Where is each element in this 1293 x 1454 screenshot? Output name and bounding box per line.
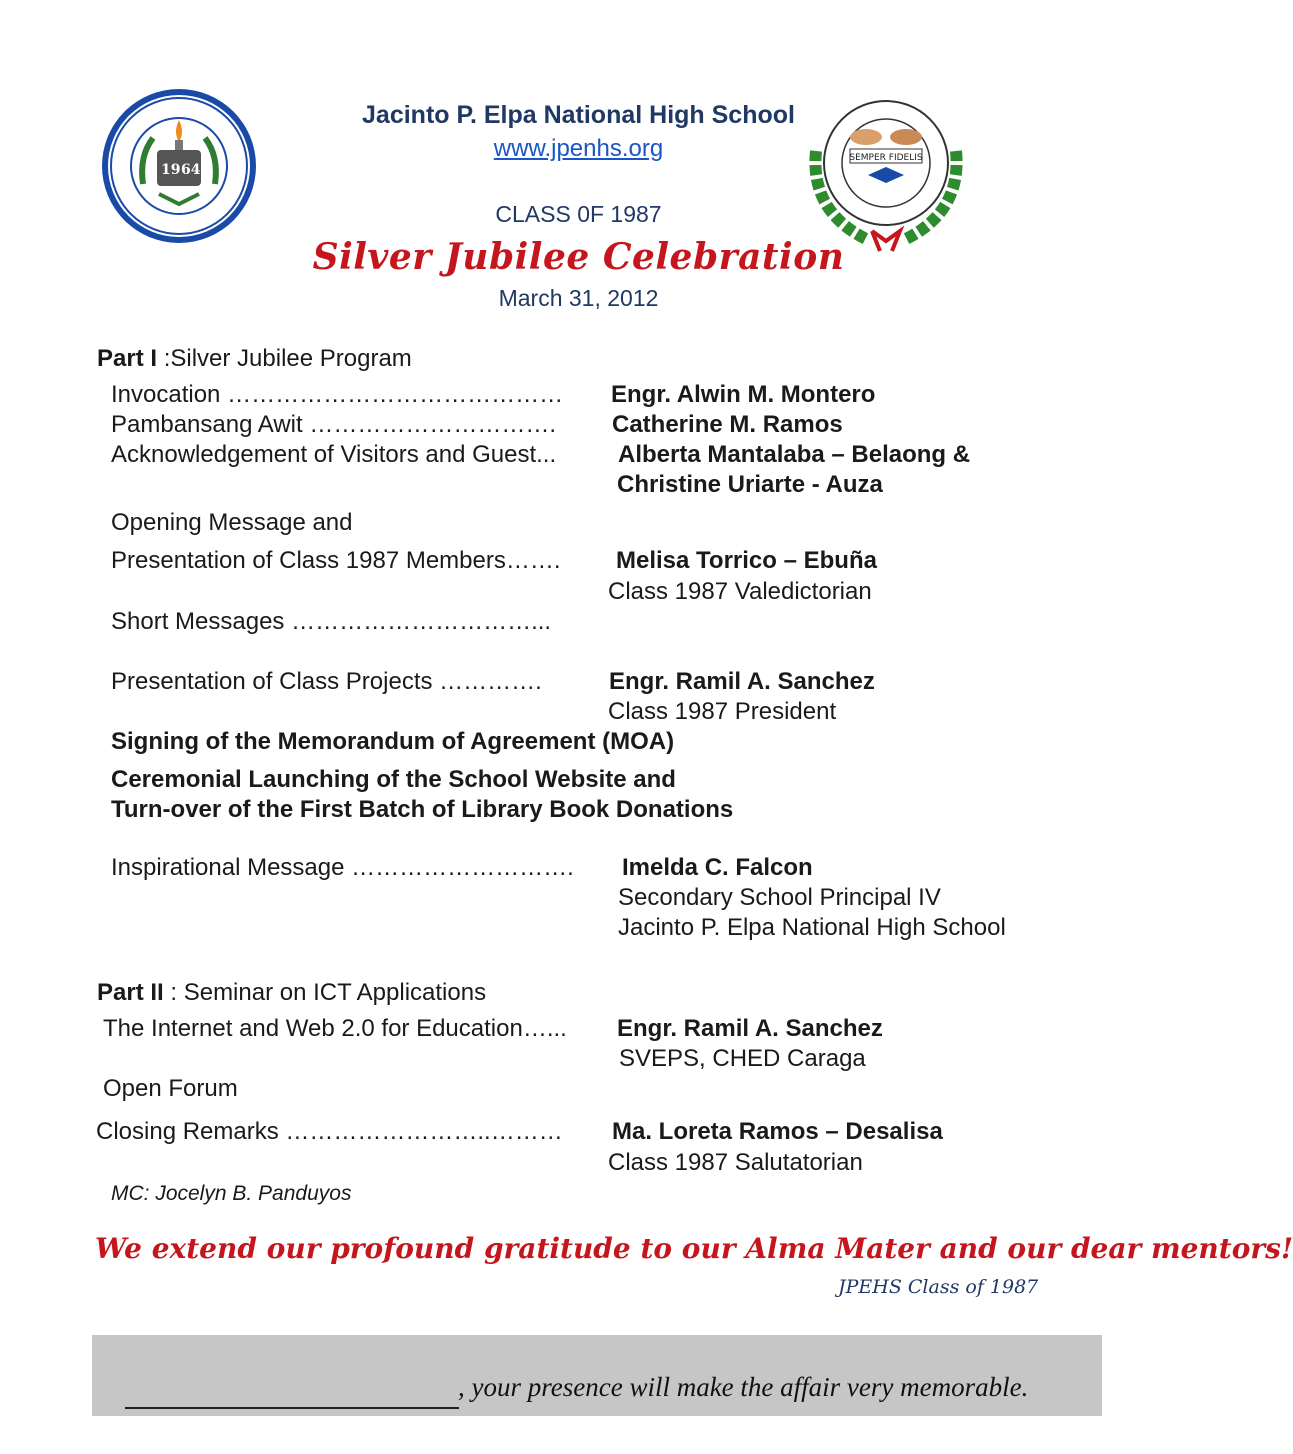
program-item-name: Ma. Loreta Ramos – Desalisa [612,1118,943,1145]
program-item-name: Alberta Mantalaba – Belaong & [618,441,971,468]
program-item-name-2: Christine Uriarte - Auza [617,471,883,498]
program-item-name: Melisa Torrico – Ebuña [616,547,877,574]
gratitude-message: We extend our profound gratitude to our Alma Mater and our dear mentors! [95,1232,1293,1265]
program-item-name: Catherine M. Ramos [612,411,843,438]
open-forum: Open Forum [103,1075,238,1102]
program-item-label: Presentation of Class 1987 Members……. [111,547,561,574]
program-item-label: Inspirational Message ………………………. [111,854,574,881]
program-item-label: Short Messages …………………………... [111,608,552,635]
program-item-role: SVEPS, CHED Caraga [619,1045,866,1072]
part1-heading-rest: :Silver Jubilee Program [157,345,412,372]
program-item-label: Acknowledgement of Visitors and Guest... [111,441,557,468]
launch-line-2: Turn-over of the First Batch of Library Book Donations [111,796,734,823]
invitation-text: , your presence will make the affair very memorable. [458,1372,1029,1402]
program-item-label: Closing Remarks ……………………..……… [96,1118,563,1145]
program-item-role: Secondary School Principal IV [618,884,941,911]
program-item-name: Engr. Ramil A. Sanchez [609,668,875,695]
seal-year-right: 64 [181,162,201,178]
alumni-seal-motto: SEMPER FIDELIS [849,153,923,163]
program-item-label: Presentation of Class Projects …………. [111,668,542,695]
program-item-label: The Internet and Web 2.0 for Education…... [103,1015,567,1042]
program-item-name: Engr. Alwin M. Montero [611,381,876,408]
program-item-name: Engr. Ramil A. Sanchez [617,1015,883,1042]
program-item-role: Class 1987 Salutatorian [608,1149,863,1176]
part2-heading-rest: : Seminar on ICT Applications [163,979,487,1006]
program-item-role: Class 1987 Valedictorian [608,578,872,605]
program-item-label: Opening Message and [111,509,353,536]
event-date: March 31, 2012 [498,285,659,311]
launch-line-1: Ceremonial Launching of the School Website and [111,766,676,793]
program-item-label: Pambansang Awit …………………………. [111,411,557,438]
program-item-label: Invocation …………………………………… [111,381,564,408]
seal-year-left: 19 [161,162,181,178]
program-item-role: Class 1987 President [608,698,837,725]
part2-heading-bold: Part II [97,979,164,1006]
part1-heading-bold: Part I [97,345,158,372]
program-item-role: Jacinto P. Elpa National High School [618,914,1006,941]
class-signature: JPEHS Class of 1987 [838,1276,1039,1298]
school-name: Jacinto P. Elpa National High School [362,101,795,129]
part1-heading [97,345,412,373]
part2-heading [97,979,486,1007]
invitee-name-blank [125,1407,459,1409]
mc-credit: MC: Jocelyn B. Panduyos [111,1182,352,1205]
moa-signing: Signing of the Memorandum of Agreement (MOA) [111,728,675,755]
event-title: Silver Jubilee Celebration [312,236,845,278]
program-item-name: Imelda C. Falcon [622,854,813,881]
school-website-link[interactable]: www.jpenhs.org [493,135,664,162]
class-of-label: CLASS 0F 1987 [495,201,662,227]
